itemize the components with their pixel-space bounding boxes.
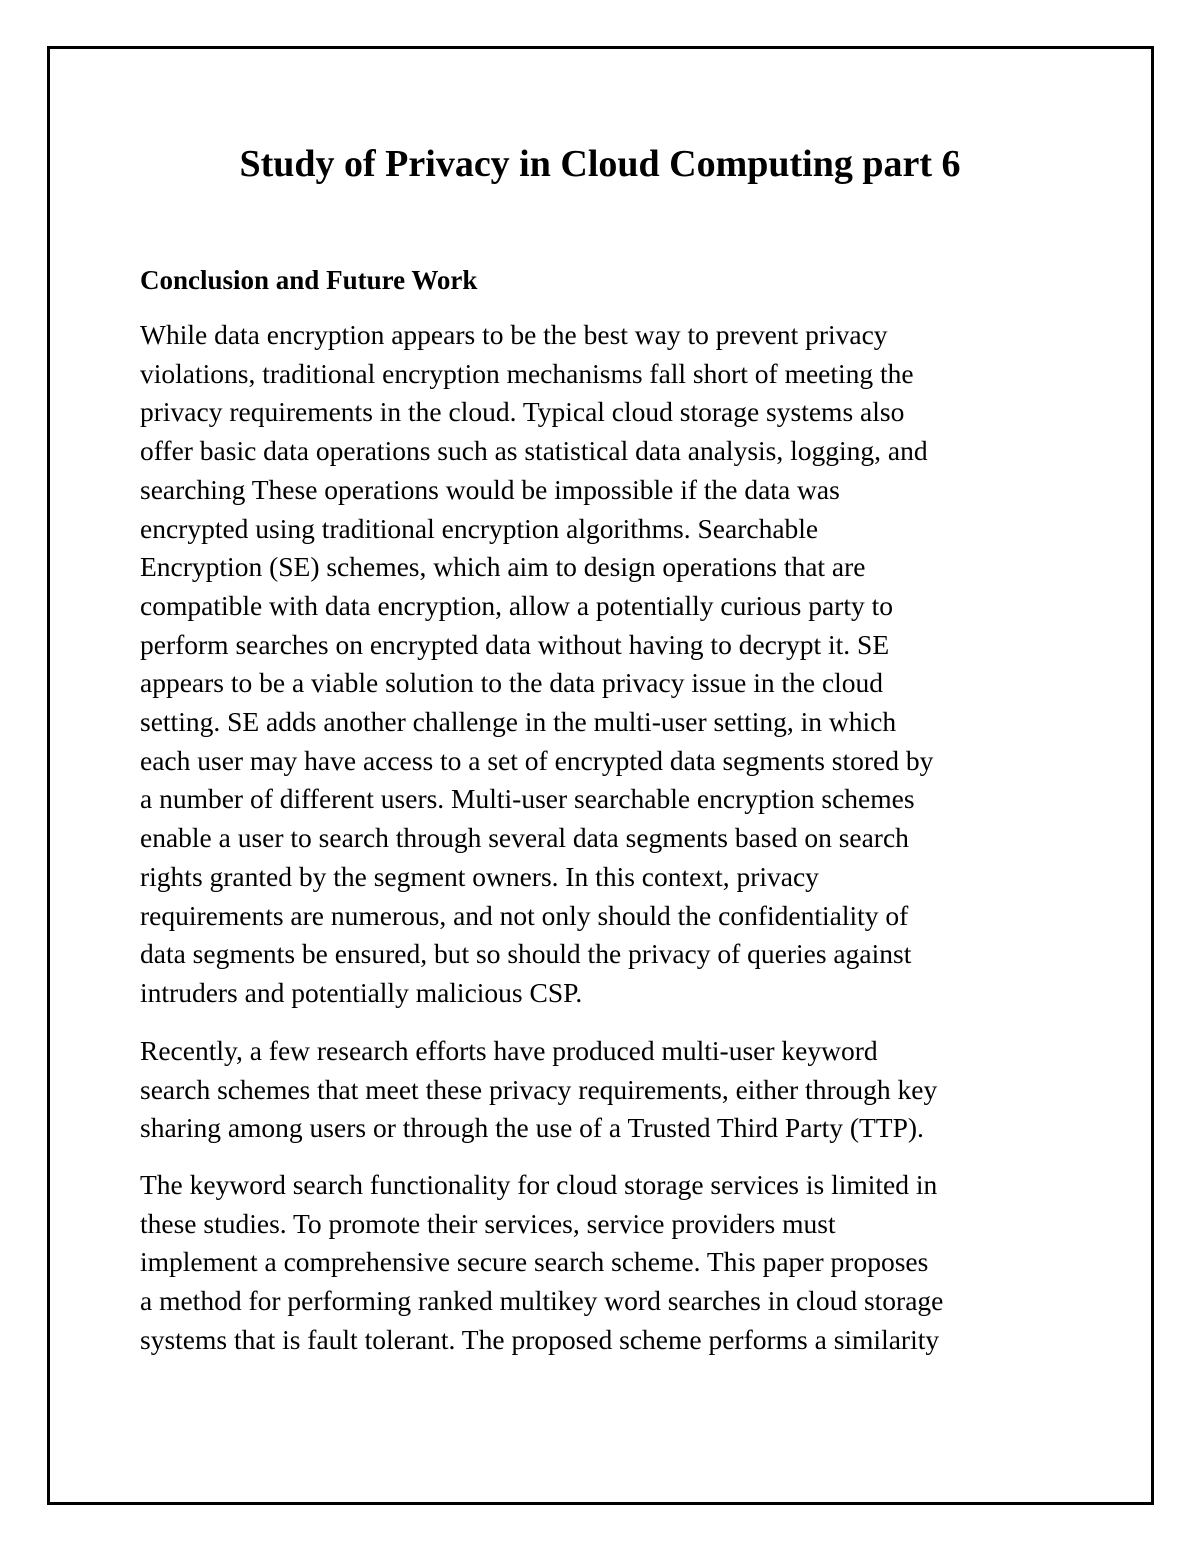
text-line: perform searches on encrypted data without having to decrypt it. SE <box>140 628 890 660</box>
text-line: encrypted using traditional encryption algorithms. Searchable <box>140 512 819 544</box>
text-line: Recently, a few research efforts have produced multi-user keyword <box>140 1035 878 1066</box>
text-line: compatible with data encryption, allow a potentially curious party to <box>140 589 893 621</box>
text-line: searching These operations would be impossible if the data was <box>140 473 840 505</box>
text-line: appears to be a viable solution to the data privacy issue in the cloud <box>140 667 884 699</box>
text-line: The keyword search functionality for cloud storage services is limited in <box>140 1169 938 1200</box>
body-paragraph <box>140 1032 1070 1148</box>
text-line: privacy requirements in the cloud. Typical cloud storage systems also <box>140 396 905 428</box>
text-line: systems that is fault tolerant. The proposed scheme performs a similarity <box>140 1323 940 1355</box>
text-line: setting. SE adds another challenge in the multi-user setting, in which <box>140 706 897 738</box>
text-line: a method for performing ranked multikey word searches in cloud storage <box>140 1285 944 1317</box>
text-line: each user may have access to a set of encrypted data segments stored by <box>140 744 934 776</box>
text-line: offer basic data operations such as statistical data analysis, logging, and <box>140 435 928 467</box>
text-line: a number of different users. Multi-user searchable encryption schemes <box>140 783 915 815</box>
text-line: While data encryption appears to be the best way to prevent privacy <box>140 319 888 350</box>
text-line: intruders and potentially malicious CSP. <box>140 976 583 1008</box>
text-line: violations, traditional encryption mechanisms fall short of meeting the <box>140 357 914 389</box>
text-line: data segments be ensured, but so should the privacy of queries against <box>140 938 912 970</box>
text-line: Encryption (SE) schemes, which aim to design operations that are <box>140 551 866 583</box>
section-heading: Conclusion and Future Work <box>140 265 478 295</box>
text-line: search schemes that meet these privacy requirements, either through key <box>140 1073 938 1105</box>
text-line: implement a comprehensive secure search scheme. This paper proposes <box>140 1246 929 1278</box>
text-line: enable a user to search through several data segments based on search <box>140 822 909 854</box>
body-paragraph <box>140 1166 1070 1360</box>
text-line: rights granted by the segment owners. In this context, privacy <box>140 860 819 892</box>
body-paragraph <box>140 316 1070 1013</box>
text-line: requirements are numerous, and not only should the confidentiality of <box>140 899 909 931</box>
text-line: sharing among users or through the use of a Trusted Third Party (TTP). <box>140 1112 924 1144</box>
document-title: Study of Privacy in Cloud Computing part 6 <box>239 143 961 185</box>
text-line: these studies. To promote their services, service providers must <box>140 1207 836 1239</box>
